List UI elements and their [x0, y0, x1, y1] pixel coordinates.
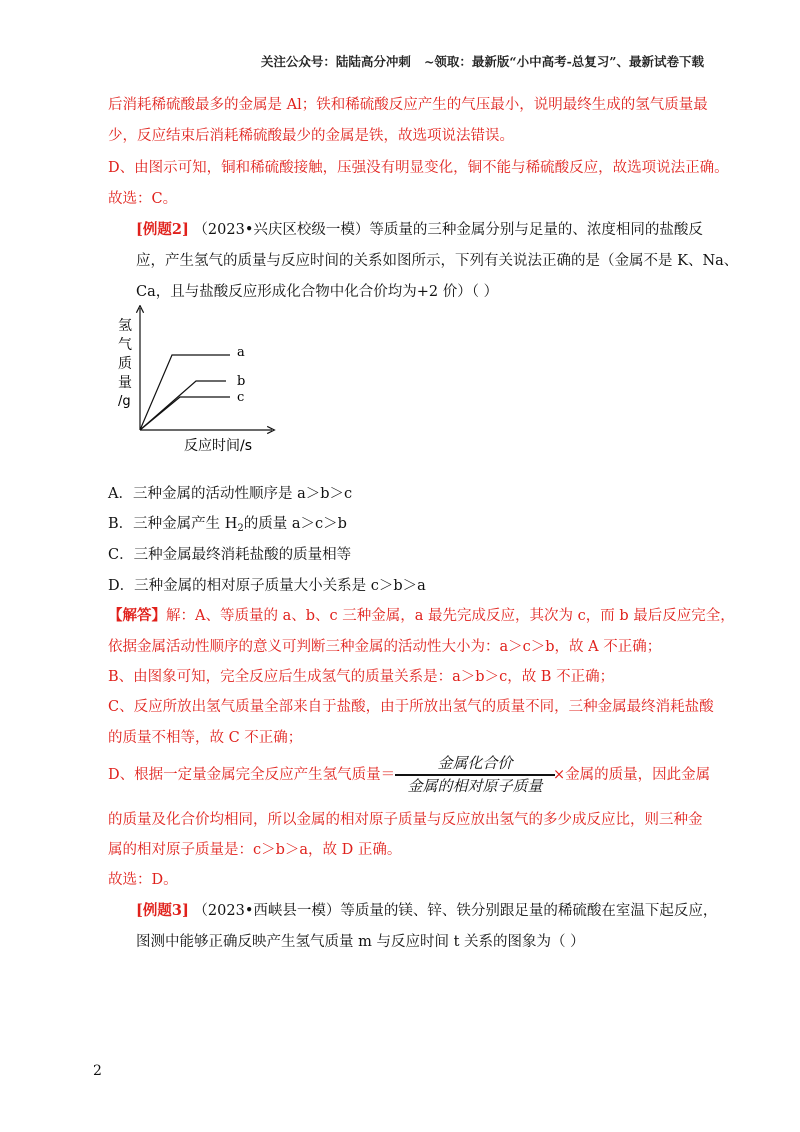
answer-line — [108, 606, 735, 626]
answer-text: 故选：D。 — [108, 872, 178, 888]
solution-text: 故选：C。 — [108, 191, 178, 207]
page-header: 关注公众号：陆陆高分冲刺 ~领取：最新版“小中高考-总复习”、最新试卷下载 — [260, 54, 704, 69]
question-text: （2023•兴庆区校级一模）等质量的三种金属分别与足量的、浓度相同的盐酸反 — [193, 222, 703, 238]
example-3-question — [136, 901, 717, 921]
page-number: 2 — [93, 1063, 102, 1079]
solution-text: 少，反应结束后消耗稀硫酸最少的金属是铁，故选项说法错误。 — [108, 128, 514, 144]
series-label-a: a — [237, 345, 245, 360]
fraction-formula — [395, 752, 555, 798]
answer-text: B、由图象可知，完全反应后生成氢气的质量关系是：a＞b＞c，故 B 不正确； — [108, 669, 615, 685]
option-c: C．三种金属最终消耗盐酸的质量相等 — [108, 547, 352, 563]
solution-text: 后消耗稀硫酸最多的金属是 Al；铁和稀硫酸反应产生的气压最小，说明最终生成的氢气质量最 — [108, 97, 708, 113]
option-b-text: B．三种金属产生 H — [108, 516, 238, 532]
option-b-text-2: 的质量 a＞c＞b — [243, 516, 347, 532]
option-a: A．三种金属的活动性顺序是 a＞b＞c — [108, 486, 353, 502]
y-axis-label-char: 质 — [118, 356, 132, 372]
answer-text: D、根据一定量金属完全反应产生氢气质量＝ — [108, 767, 396, 783]
example-3-tag: [例题3] — [136, 902, 189, 919]
answer-text: 属的相对原子质量是：c＞b＞a，故 D 正确。 — [108, 842, 402, 858]
option-d: D．三种金属的相对原子质量大小关系是 c＞b＞a — [108, 578, 426, 594]
subscript: 2 — [237, 523, 244, 534]
y-axis-label-char: 氢 — [118, 318, 132, 334]
example-2-question — [136, 220, 703, 240]
question-text: 图测中能够正确反映产生氢气质量 m 与反应时间 t 关系的图象为（ ） — [136, 934, 585, 950]
answer-text: 的质量不相等，故 C 不正确； — [108, 730, 303, 746]
answer-text: 的质量及化合价均相同，所以金属的相对原子质量与反应放出氢气的多少成反应比，则三种金 — [108, 812, 703, 828]
question-text: （2023•西峡县一模）等质量的镁、锌、铁分别跟足量的稀硫酸在室温下起反应， — [193, 903, 718, 919]
hydrogen-mass-chart — [110, 305, 280, 465]
solution-text: D、由图示可知，铜和稀硫酸接触，压强没有明显变化，铜不能与稀硫酸反应，故选项说法正确。 — [108, 160, 729, 176]
y-axis-label-char: 量 — [118, 375, 132, 391]
fraction-numerator: 金属化合价 — [437, 754, 513, 772]
answer-text: 解：A、等质量的 a、b、c 三种金属，a 最先完成反应，其次为 c，而 b 最后反应完全， — [166, 608, 735, 624]
question-text: Ca，且与盐酸反应形成化合物中化合价均为+2 价）（ ） — [136, 284, 499, 300]
series-label-b: b — [237, 374, 246, 389]
answer-tag: 【解答】 — [108, 607, 166, 624]
series-line-c — [140, 397, 230, 430]
x-axis-label: 反应时间/s — [184, 438, 253, 454]
series-line-b — [140, 381, 226, 430]
answer-text: 依据金属活动性顺序的意义可判断三种金属的活动性大小为：a＞c＞b，故 A 不正确； — [108, 639, 662, 655]
series-label-c: c — [237, 390, 245, 405]
answer-text: ×金属的质量，因此金属 — [553, 767, 711, 783]
example-2-tag: [例题2] — [136, 221, 189, 238]
question-text: 应，产生氢气的质量与反应时间的关系如图所示，下列有关说法正确的是（金属不是 K、Na、 — [136, 253, 739, 269]
y-axis-label-char: 气 — [118, 337, 132, 353]
option-b — [108, 514, 347, 539]
y-axis-label-char: /g — [118, 394, 131, 409]
answer-text: C、反应所放出氢气质量全部来自于盐酸，由于所放出氢气的质量不同，三种金属最终消耗盐酸 — [108, 699, 714, 715]
fraction-denominator: 金属的相对原子质量 — [407, 777, 543, 795]
